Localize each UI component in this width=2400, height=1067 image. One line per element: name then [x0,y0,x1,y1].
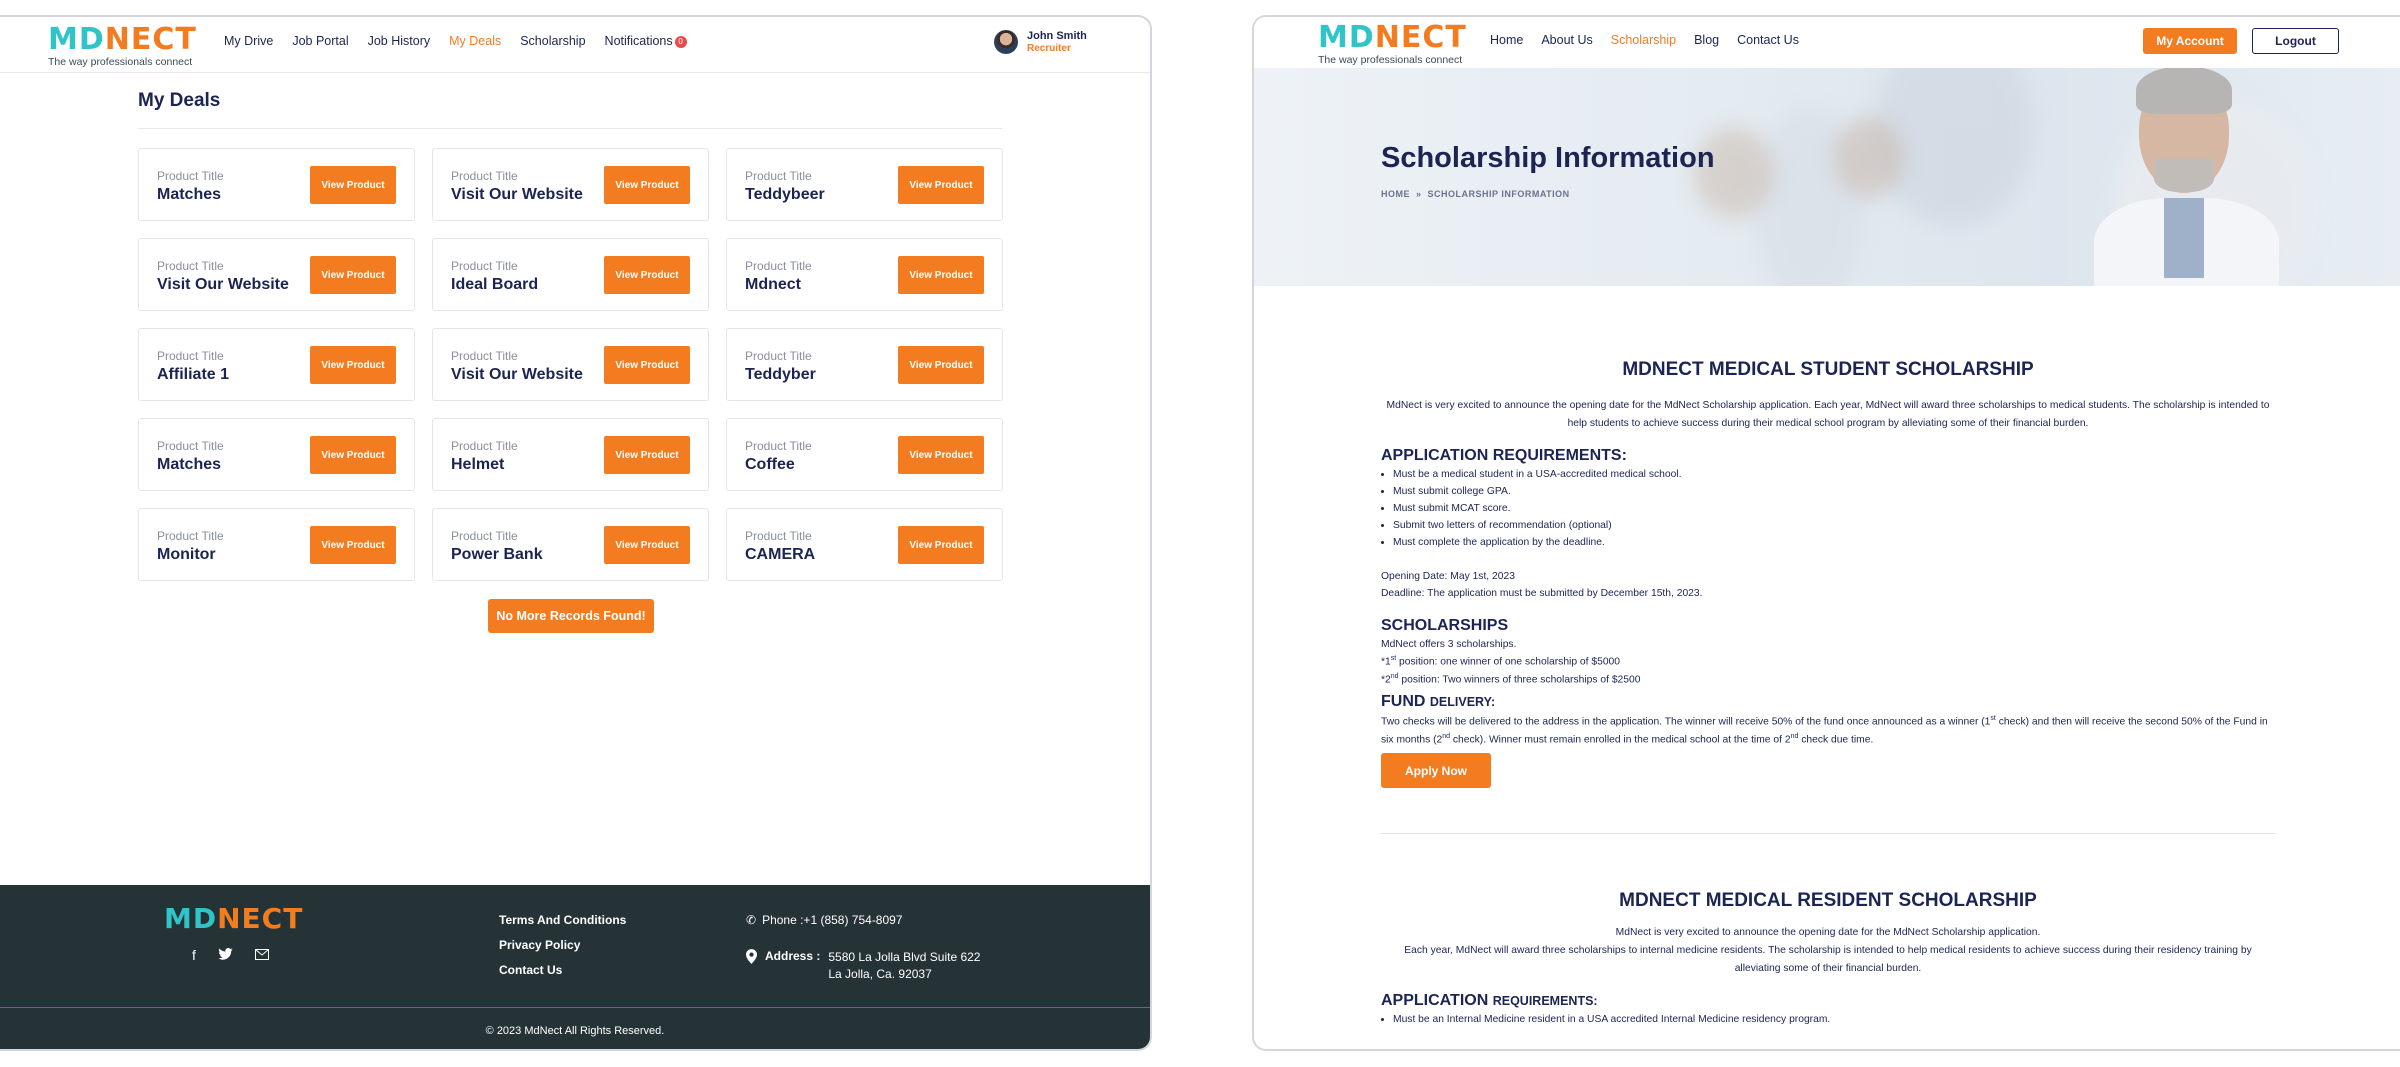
product-name: Visit Our Website [157,276,289,293]
product-name: Monitor [157,546,216,563]
view-product-button[interactable]: View Product [604,526,690,564]
deal-card [726,148,1003,221]
product-name: CAMERA [745,546,816,563]
footer-links [499,913,626,977]
view-product-button[interactable]: View Product [898,346,984,384]
view-product-button[interactable]: View Product [604,166,690,204]
address-value [828,949,980,983]
product-name: Coffee [745,456,795,473]
no-more-records-button[interactable]: No More Records Found! [488,599,654,633]
logo-nect: NECT [104,22,197,57]
product-name: Affiliate 1 [157,366,230,383]
deal-card [138,328,415,401]
logo-nect: NECT [1374,20,1467,55]
deal-card [726,418,1003,491]
page-title: My Deals [138,90,221,111]
scholarships-offer: MdNect offers 3 scholarships. [1381,638,1517,650]
doctor-photo [2084,68,2284,286]
deal-card [432,328,709,401]
requirement-item: • Submit two letters of recommendation (optional) [1393,518,2275,535]
student-requirements-list [1381,467,2275,552]
deal-card [432,238,709,311]
top-navbar [0,17,1150,73]
view-product-button[interactable]: View Product [310,166,396,204]
footer [0,885,1150,1051]
user-menu[interactable] [994,30,1087,54]
product-title-label: Product Title [451,349,518,363]
nav-about-us[interactable]: About Us [1541,33,1593,47]
footer-link-contact[interactable]: Contact Us [499,963,563,977]
footer-logo-nect: NECT [217,902,304,935]
address-label: Address : [765,949,821,963]
footer-link-terms[interactable]: Terms And Conditions [499,913,627,927]
scholarships-title: SCHOLARSHIPS [1381,616,1509,634]
resident-intro-1: MdNect is very excited to announce the opening date for the MdNect Scholarship application. [1615,927,2041,939]
deal-card [432,418,709,491]
product-title-label: Product Title [745,259,812,273]
site-nav [1490,33,1799,47]
product-title-label: Product Title [157,169,224,183]
phone-icon: ✆ [746,913,757,927]
deal-card [432,508,709,581]
logo-md: MD [1318,20,1375,55]
site-navbar [1254,17,2400,68]
product-name: Matches [157,186,222,203]
dashboard-window [0,15,1152,1051]
resident-requirements-title: APPLICATION REQUIREMENTS: [1381,992,1598,1010]
notifications-label: Notifications [604,34,673,48]
nav-scholarship[interactable]: Scholarship [520,34,586,48]
divider [138,128,1002,129]
deal-card [138,238,415,311]
section-divider [1381,833,2275,834]
product-name: Mdnect [745,276,801,293]
avatar [994,30,1018,54]
mdnect-logo[interactable] [1318,20,1467,66]
first-position: *1st position: one winner of one scholarship of $5000 [1381,655,1621,668]
view-product-button[interactable]: View Product [898,526,984,564]
view-product-button[interactable]: View Product [604,436,690,474]
scholarship-content [1381,286,2275,1029]
resident-requirement-item: • Must be an Internal Medicine resident in a USA accredited Internal Medicine residency program. [1393,1012,2275,1029]
deal-card [726,328,1003,401]
breadcrumb-current: SCHOLARSHIP INFORMATION [1427,189,1570,199]
address-line1: 5580 La Jolla Blvd Suite 622 [828,950,981,964]
view-product-button[interactable]: View Product [310,436,396,474]
product-title-label: Product Title [745,439,812,453]
deal-card [726,508,1003,581]
product-title-label: Product Title [745,169,812,183]
logo-md: MD [48,22,105,57]
product-title-label: Product Title [451,169,518,183]
view-product-button[interactable]: View Product [898,256,984,294]
second-position: *2nd position: Two winners of three scholarships of $2500 [1381,673,1641,686]
apply-now-button[interactable]: Apply Now [1381,753,1491,788]
product-name: Power Bank [451,546,543,563]
hero-title: Scholarship Information [1381,142,1715,174]
nav-my-drive[interactable]: My Drive [224,34,274,48]
nav-home[interactable]: Home [1490,33,1524,47]
fund-delivery-title: FUND DELIVERY: [1381,693,1496,711]
location-pin-icon [746,949,757,983]
product-title-label: Product Title [451,439,518,453]
copyright: © 2023 MdNect All Rights Reserved. [485,1025,665,1037]
product-name: Teddyber [745,366,816,383]
facebook-icon[interactable]: f [192,947,196,963]
opening-date: Opening Date: May 1st, 2023 [1381,570,1515,582]
product-name: Matches [157,456,222,473]
mdnect-logo[interactable] [48,22,197,68]
user-name: John Smith [1027,30,1087,42]
requirement-item: • Must be a medical student in a USA-accredited medical school. [1393,467,2275,484]
resident-requirements-list [1381,1012,2275,1029]
nav-blog[interactable]: Blog [1694,33,1720,47]
breadcrumb-separator: » [1416,189,1422,199]
footer-divider [0,1007,1150,1008]
nav-notifications[interactable] [605,34,687,48]
email-icon[interactable] [255,947,269,963]
footer-address [746,949,980,983]
breadcrumb-home[interactable]: HOME [1381,189,1410,199]
product-name: Visit Our Website [451,186,583,203]
resident-intro-2: Each year, MdNect will award three scholarships to internal medicine residents. The scholarship is intended to help medical residents to achieve success during their residency training by alleviating some of their financial burden. [1404,945,2252,975]
view-product-button[interactable]: View Product [310,346,396,384]
deal-card [138,148,415,221]
product-title-label: Product Title [745,529,812,543]
user-role: Recruiter [1027,42,1071,54]
requirement-item: • Must complete the application by the deadline. [1393,535,2275,552]
nav-contact-us[interactable]: Contact Us [1737,33,1799,47]
logo-tagline: The way professionals connect [1318,54,1463,66]
main-nav [224,34,687,48]
deal-card [726,238,1003,311]
phone-text: Phone :+1 (858) 754-8097 [762,913,903,927]
product-name: Ideal Board [451,276,539,293]
view-product-button[interactable]: View Product [310,256,396,294]
deal-card [138,418,415,491]
nav-job-portal[interactable]: Job Portal [292,34,349,48]
my-account-button[interactable]: My Account [2143,28,2237,54]
hero-banner [1254,68,2400,286]
footer-logo-md: MD [164,902,218,935]
view-product-button[interactable]: View Product [898,166,984,204]
nav-scholarship[interactable]: Scholarship [1610,33,1677,47]
product-title-label: Product Title [157,349,224,363]
view-product-button[interactable]: View Product [310,526,396,564]
nav-my-deals[interactable]: My Deals [449,34,502,48]
nav-job-history[interactable]: Job History [367,34,431,48]
deals-grid [138,148,1004,581]
logout-button[interactable]: Logout [2252,28,2339,54]
footer-logo[interactable] [164,902,304,935]
fund-delivery-text: Two checks will be delivered to the address in the application. The winner will receive 50% of the fund once announced as a winner (1st check) and then will receive the second 50% of the Fund in six months (2nd check). Winner must remain enrolled in the medical school at the time of 2nd check due time. [1381,715,2268,746]
view-product-button[interactable]: View Product [604,346,690,384]
view-product-button[interactable]: View Product [898,436,984,474]
notification-badge: 0 [675,36,687,48]
student-scholarship-title: MDNECT MEDICAL STUDENT SCHOLARSHIP [1622,359,2034,380]
resident-scholarship-title: MDNECT MEDICAL RESIDENT SCHOLARSHIP [1619,890,2037,912]
breadcrumb [1381,189,1570,199]
deal-card [432,148,709,221]
twitter-icon[interactable] [218,947,233,963]
deal-card [138,508,415,581]
footer-link-privacy[interactable]: Privacy Policy [499,938,581,952]
product-name: Helmet [451,456,505,473]
product-name: Teddybeer [745,186,825,203]
product-title-label: Product Title [451,529,518,543]
student-requirements-title: APPLICATION REQUIREMENTS: [1381,447,1627,465]
product-title-label: Product Title [157,529,224,543]
product-name: Visit Our Website [451,366,583,383]
product-title-label: Product Title [157,439,224,453]
product-title-label: Product Title [745,349,812,363]
requirement-item: • Must submit college GPA. [1393,484,2275,501]
student-intro: MdNect is very excited to announce the opening date for the MdNect Scholarship application. Each year, MdNect will award three scholarships to medical students. The scholarship is intended to help students to achieve success during their medical school program by alleviating some of their financial burden. [1386,400,2270,430]
social-links [192,947,269,963]
scholarship-window [1252,15,2400,1051]
product-title-label: Product Title [157,259,224,273]
footer-phone [746,913,903,927]
logo-tagline: The way professionals connect [48,56,193,68]
view-product-button[interactable]: View Product [604,256,690,294]
requirement-item: • Must submit MCAT score. [1393,501,2275,518]
product-title-label: Product Title [451,259,518,273]
address-line2: La Jolla, Ca. 92037 [828,966,932,981]
deadline: Deadline: The application must be submitted by December 15th, 2023. [1381,588,1703,600]
